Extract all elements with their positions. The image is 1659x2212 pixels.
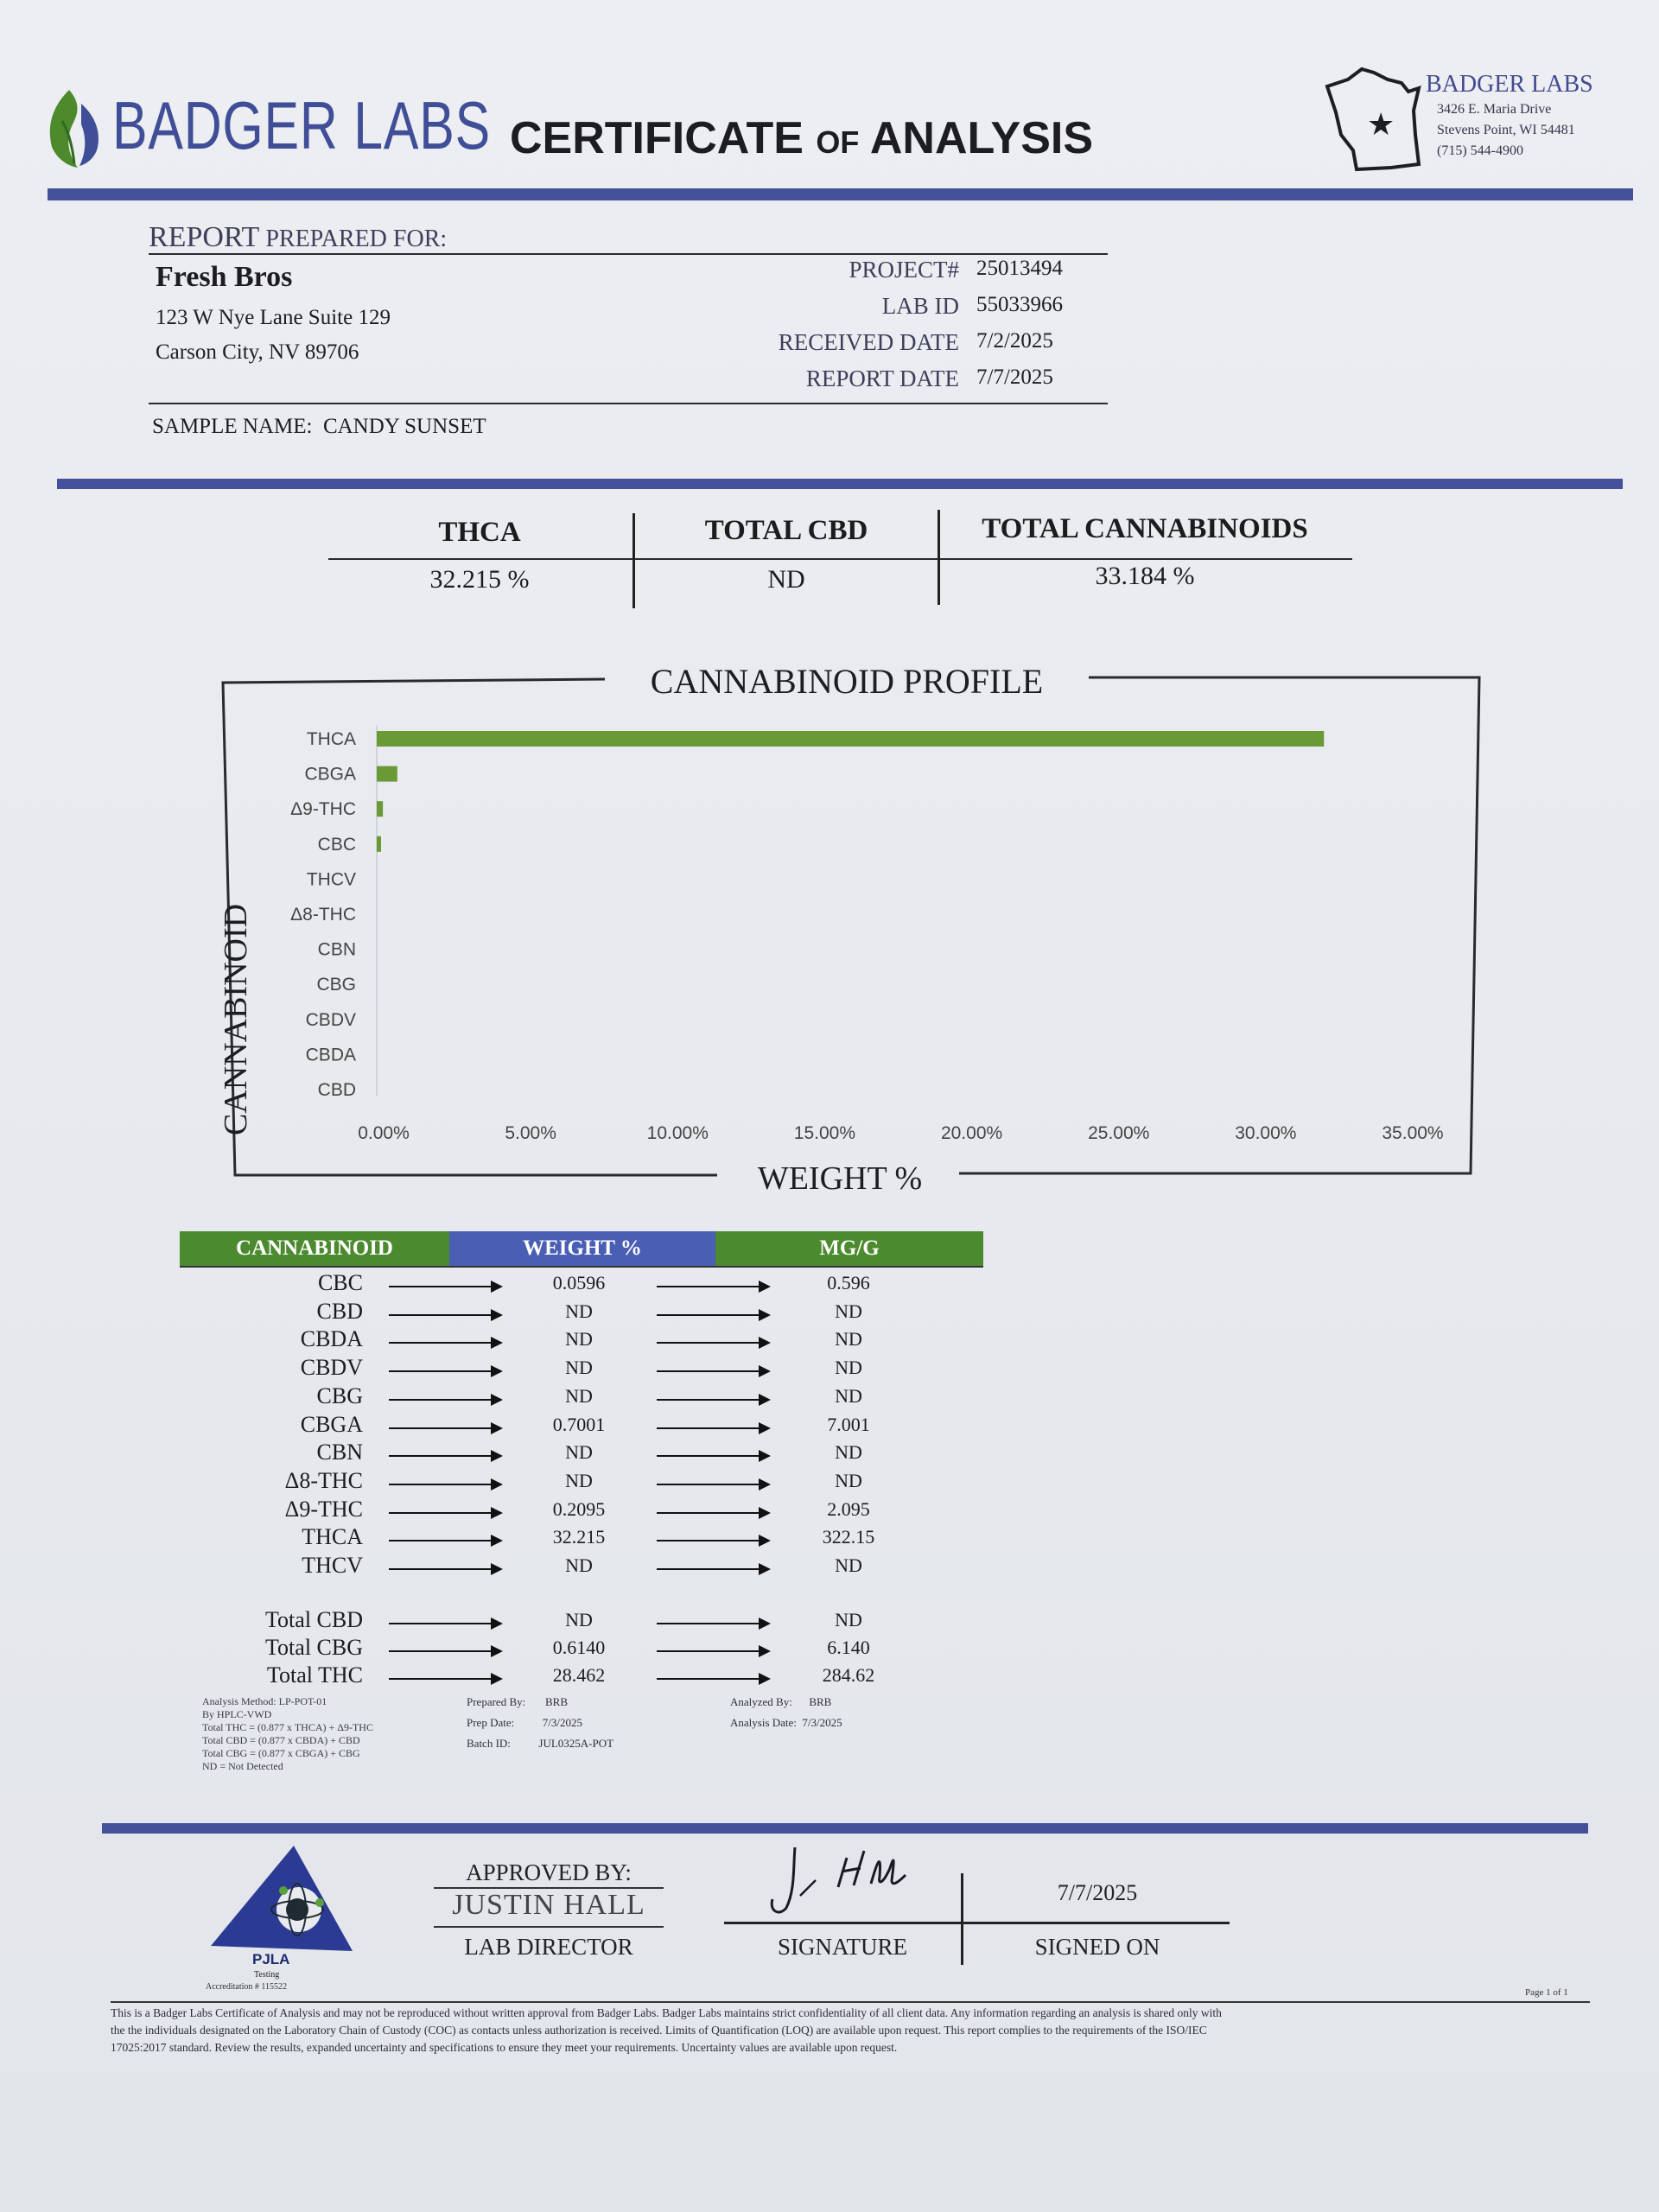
row-arrow — [657, 1342, 769, 1344]
approver-signature-icon — [760, 1842, 933, 1920]
name-underline — [434, 1926, 664, 1928]
chart-x-axis-label: WEIGHT % — [757, 1160, 923, 1197]
analyzed-by: Analyzed By: BRB — [730, 1695, 832, 1708]
table-row-weight: ND — [565, 1609, 593, 1630]
table-row-name: CBG — [316, 1382, 363, 1408]
sample-name-row — [152, 415, 486, 439]
document-title: CERTIFICATE OF ANALYSIS — [510, 113, 1094, 163]
table-row-mg: 322.15 — [822, 1526, 875, 1548]
lab-name: BADGER LABS — [1426, 71, 1593, 98]
project-value: 25013494 — [976, 257, 1063, 280]
table-row-mg: 7.001 — [827, 1413, 870, 1435]
section-divider — [57, 479, 1623, 489]
signed-on-date: 7/7/2025 — [1057, 1880, 1138, 1905]
client-name: Fresh Bros — [156, 261, 293, 293]
received-date-value: 7/2/2025 — [976, 329, 1053, 353]
row-arrow — [389, 1678, 501, 1680]
column-header-cannabinoid: CANNABINOID — [180, 1231, 449, 1266]
table-row-mg: 284.62 — [822, 1664, 875, 1686]
chart-x-tick-label: 15.00% — [793, 1123, 856, 1143]
pjla-text: PJLA — [252, 1951, 290, 1967]
row-arrow — [389, 1568, 501, 1570]
summary-total-cannabinoids-value: 33.184 % — [1095, 562, 1195, 590]
table-row-weight: ND — [565, 1300, 593, 1322]
table-row-name: THCV — [302, 1553, 363, 1578]
method-note-line: ND = Not Detected — [202, 1760, 283, 1772]
chart-category-label: CBGA — [304, 764, 356, 785]
table-row-name: Total CBD — [264, 1607, 363, 1632]
project-label: PROJECT# — [849, 257, 959, 283]
summary-total-cbd-value: ND — [767, 565, 805, 594]
row-arrow — [389, 1427, 501, 1429]
method-note-line: Total THC = (0.877 x THCA) + Δ9-THC — [202, 1721, 373, 1733]
signature-divider — [961, 1873, 963, 1965]
table-row-mg: ND — [835, 1384, 862, 1407]
method-note-line: Total CBG = (0.877 x CBGA) + CBG — [202, 1747, 360, 1759]
chart-category-label: CBN — [317, 939, 356, 960]
footer-divider — [102, 1823, 1588, 1834]
row-arrow — [657, 1623, 769, 1624]
table-row-weight: 0.6140 — [552, 1637, 606, 1658]
signed-on-label: SIGNED ON — [1034, 1934, 1160, 1960]
chart-y-axis-label: CANNABINOID — [218, 903, 254, 1136]
table-row-mg: ND — [835, 1554, 862, 1576]
chart-title: CANNABINOID PROFILE — [650, 662, 1044, 701]
signature-line — [724, 1922, 1230, 1924]
table-row-mg: 2.095 — [827, 1497, 870, 1520]
table-row-name: CBC — [317, 1270, 363, 1295]
row-arrow — [657, 1370, 769, 1372]
chart-category-label: Δ9-THC — [290, 799, 356, 820]
table-row-mg: ND — [835, 1300, 862, 1322]
pjla-sub: Testing — [254, 1970, 280, 1980]
table-row-name: Total CBG — [264, 1635, 363, 1660]
summary-total-cannabinoids-label: TOTAL CANNABINOIDS — [982, 513, 1308, 544]
table-row-mg: 6.140 — [827, 1637, 870, 1658]
prep-date: Prep Date: 7/3/2025 — [467, 1716, 582, 1729]
batch-id: Batch ID: JUL0325A-POT — [467, 1737, 614, 1750]
report-date-value: 7/7/2025 — [976, 365, 1053, 389]
row-arrow — [389, 1286, 501, 1287]
chart-category-label: Δ8-THC — [290, 905, 356, 925]
row-arrow — [389, 1484, 501, 1485]
table-row-name: CBN — [316, 1440, 363, 1465]
table-row-weight: 0.2095 — [552, 1497, 606, 1520]
chart-bar — [377, 836, 381, 852]
pjla-accreditation-icon — [207, 1840, 354, 1957]
row-arrow — [389, 1512, 501, 1514]
row-arrow — [657, 1678, 769, 1680]
chart-bar — [377, 801, 383, 817]
lab-address-line2: Stevens Point, WI 54481 — [1437, 123, 1575, 137]
lab-phone: (715) 544-4900 — [1437, 143, 1523, 158]
table-row-name: CBDV — [300, 1355, 363, 1381]
summary-divider-2 — [938, 510, 940, 605]
table-row-weight: 28.462 — [552, 1664, 606, 1686]
chart-category-label: THCA — [306, 729, 356, 749]
row-arrow — [657, 1286, 769, 1287]
row-arrow — [657, 1484, 769, 1485]
column-header-weight: WEIGHT % — [449, 1231, 715, 1266]
row-arrow — [389, 1623, 501, 1624]
table-row-mg: ND — [835, 1357, 862, 1379]
svg-text:★: ★ — [1367, 107, 1395, 143]
table-row-name: Δ8-THC — [284, 1467, 363, 1493]
chart-x-tick-label: 30.00% — [1235, 1123, 1297, 1143]
table-row-name: Total THC — [266, 1662, 363, 1688]
lab-address-line1: 3426 E. Maria Drive — [1437, 102, 1552, 117]
chart-x-tick-label: 5.00% — [505, 1123, 556, 1143]
lab-id-label: LAB ID — [881, 293, 959, 319]
summary-rule — [328, 558, 1352, 560]
row-arrow — [389, 1455, 501, 1457]
lab-id-value: 55033966 — [976, 293, 1063, 316]
table-row-mg: ND — [835, 1609, 862, 1630]
disclaimer-rule — [111, 2001, 1590, 2003]
table-row-mg: ND — [835, 1469, 862, 1491]
sample-name-value: CANDY SUNSET — [322, 415, 486, 438]
row-arrow — [389, 1370, 501, 1372]
table-header-rule — [180, 1266, 983, 1268]
chart-x-tick-label: 0.00% — [358, 1123, 410, 1143]
table-row-weight: 0.0596 — [552, 1272, 606, 1294]
chart-category-label: CBC — [317, 834, 356, 855]
table-row-mg: ND — [835, 1328, 862, 1351]
chart-category-label: CBD — [317, 1080, 356, 1100]
chart-x-tick-label: 35.00% — [1382, 1123, 1444, 1143]
badger-leaf-logo-icon — [43, 86, 105, 169]
received-date-label: RECEIVED DATE — [778, 329, 959, 355]
approved-by-label: APPROVED BY: — [466, 1859, 632, 1885]
page-number: Page 1 of 1 — [1525, 1987, 1568, 1998]
disclaimer-line1: This is a Badger Labs Certificate of Analysis and may not be reproduced without written approval from Badger Labs. Badger Labs maintains strict confidentiality of all client data. Any information regarding an analysis is shared only with — [111, 2006, 1222, 2019]
row-arrow — [389, 1540, 501, 1541]
client-address-line2: Carson City, NV 89706 — [156, 340, 359, 364]
chart-category-label: CBDA — [305, 1045, 356, 1065]
method-note-line: Analysis Method: LP-POT-01 — [202, 1695, 327, 1707]
prepared-by: Prepared By: BRB — [467, 1695, 568, 1708]
chart-bar — [377, 731, 1324, 747]
sample-divider — [149, 403, 1108, 404]
row-arrow — [657, 1512, 769, 1514]
table-row-weight: ND — [565, 1357, 593, 1379]
chart-x-tick-label: 20.00% — [940, 1123, 1003, 1143]
table-row-name: CBDA — [300, 1326, 363, 1352]
chart-x-tick-label: 25.00% — [1088, 1123, 1150, 1143]
row-arrow — [657, 1427, 769, 1429]
row-arrow — [657, 1540, 769, 1541]
table-row-weight: ND — [565, 1441, 593, 1464]
summary-total-cbd-label: TOTAL CBD — [704, 515, 868, 546]
chart-category-label: THCV — [306, 869, 356, 890]
table-row-weight: ND — [565, 1469, 593, 1491]
table-row-mg: ND — [835, 1441, 862, 1464]
table-row-name: Δ9-THC — [284, 1496, 363, 1522]
row-arrow — [657, 1650, 769, 1652]
column-header-mg-g: MG/G — [715, 1231, 983, 1266]
table-row-name: CBGA — [300, 1411, 363, 1437]
chart-frame — [223, 677, 1479, 1175]
analysis-date: Analysis Date: 7/3/2025 — [730, 1716, 842, 1729]
row-arrow — [657, 1568, 769, 1570]
method-note-line: Total CBD = (0.877 x CBDA) + CBD — [202, 1734, 360, 1746]
table-row-weight: 0.7001 — [552, 1413, 606, 1435]
summary-thca-label: THCA — [438, 517, 521, 548]
table-row-weight: ND — [565, 1328, 593, 1351]
sample-name-label: SAMPLE NAME: — [152, 415, 313, 438]
method-note-line: By HPLC-VWD — [202, 1708, 272, 1720]
table-row-mg: 0.596 — [827, 1272, 870, 1294]
row-arrow — [657, 1314, 769, 1316]
row-arrow — [389, 1314, 501, 1316]
chart-bar — [377, 766, 397, 782]
chart-category-label: CBDV — [305, 1009, 356, 1030]
report-prepared-heading: REPORT PREPARED FOR: — [149, 221, 448, 253]
approver-title: LAB DIRECTOR — [464, 1934, 633, 1960]
chart-category-label: CBG — [316, 975, 356, 995]
prepared-underline — [149, 253, 1108, 255]
report-date-label: REPORT DATE — [805, 365, 959, 391]
summary-thca-value: 32.215 % — [429, 565, 530, 594]
row-arrow — [657, 1455, 769, 1457]
header-divider — [48, 188, 1633, 200]
signature-label: SIGNATURE — [777, 1934, 907, 1960]
row-arrow — [389, 1399, 501, 1401]
table-row-weight: ND — [565, 1554, 593, 1576]
approver-name: JUSTIN HALL — [452, 1889, 645, 1921]
row-arrow — [389, 1342, 501, 1344]
wisconsin-map-star-icon — [1322, 60, 1426, 181]
disclaimer-line3: 17025:2017 standard. Review the results, expanded uncertainty and specifications to ensure they meet your requirements. Uncertainty values are available upon request. — [111, 2041, 898, 2054]
accreditation-number: Accreditation # 115522 — [206, 1982, 288, 1992]
disclaimer-line2: the the individuals designated on the Laboratory Chain of Custody (COC) as contacts unless authorization is received. Limits of Quantification (LOQ) are available upon request. This report complies to the requirements of the ISO/IEC — [111, 2024, 1207, 2037]
logo-wordmark: BADGER LABS — [112, 87, 492, 163]
table-row-name: THCA — [302, 1524, 363, 1550]
table-row-name: CBD — [316, 1298, 363, 1324]
table-row-weight: ND — [565, 1384, 593, 1407]
chart-x-tick-label: 10.00% — [646, 1123, 709, 1143]
table-row-weight: 32.215 — [552, 1526, 606, 1548]
row-arrow — [657, 1399, 769, 1401]
client-address-line1: 123 W Nye Lane Suite 129 — [156, 306, 391, 329]
cannabinoid-profile-chart — [0, 657, 1659, 1210]
row-arrow — [389, 1650, 501, 1652]
